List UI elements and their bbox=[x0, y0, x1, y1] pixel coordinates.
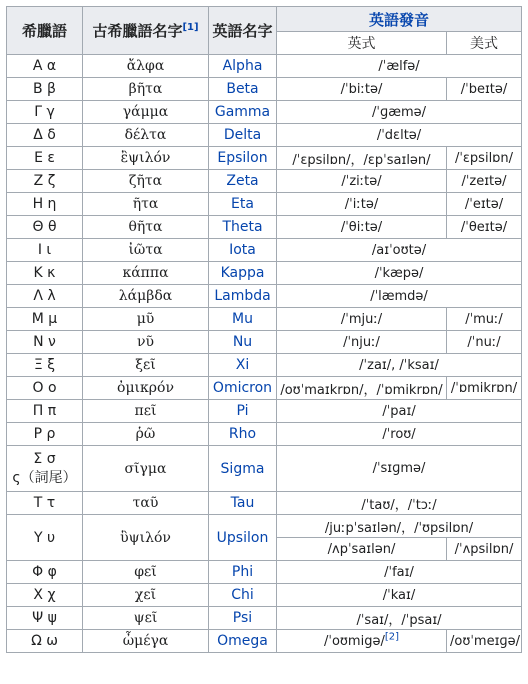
greek-letter: Λ λ bbox=[7, 285, 83, 308]
pronunciation: /ˈsaɪ/，/ˈpsaɪ/ bbox=[277, 607, 522, 630]
ancient-name: ξεῖ bbox=[83, 354, 209, 377]
english-name-link[interactable]: Kappa bbox=[220, 265, 265, 281]
pronunciation: /ˈdɛltə/ bbox=[277, 124, 522, 147]
pronunciation-american: /ˈeɪtə/ bbox=[447, 193, 522, 216]
pronunciation-british: /ˈmjuː/ bbox=[277, 308, 447, 331]
ancient-name: πεῖ bbox=[83, 400, 209, 423]
header-ancient-name bbox=[83, 7, 209, 55]
table-row bbox=[7, 400, 522, 423]
greek-letter bbox=[7, 446, 83, 492]
table-row bbox=[7, 147, 522, 170]
greek-letter: Υ υ bbox=[7, 515, 83, 561]
greek-letter: Ω ω bbox=[7, 630, 83, 653]
table-row bbox=[7, 492, 522, 515]
table-row bbox=[7, 170, 522, 193]
english-name-link[interactable]: Eta bbox=[231, 196, 254, 212]
greek-alphabet-table bbox=[6, 6, 522, 653]
table-row bbox=[7, 423, 522, 446]
ancient-name: γάμμα bbox=[83, 101, 209, 124]
greek-letter-main: Σ σ bbox=[33, 450, 56, 467]
english-name-link[interactable]: Beta bbox=[226, 81, 259, 97]
english-name-link[interactable]: Sigma bbox=[220, 460, 265, 477]
reference-2-link[interactable]: [2] bbox=[384, 631, 399, 643]
header-ancient-name-text: 古希臘語名字 bbox=[92, 22, 183, 40]
english-name-link[interactable]: Epsilon bbox=[217, 150, 268, 166]
english-name-link[interactable]: Mu bbox=[232, 311, 253, 327]
greek-letter: Π π bbox=[7, 400, 83, 423]
ancient-name: σῖγμα bbox=[83, 446, 209, 492]
table-row bbox=[7, 607, 522, 630]
english-name-link[interactable]: Rho bbox=[228, 426, 257, 442]
ancient-name: κάππα bbox=[83, 262, 209, 285]
table-row bbox=[7, 101, 522, 124]
greek-letter: Η η bbox=[7, 193, 83, 216]
greek-letter: Θ θ bbox=[7, 216, 83, 239]
ancient-name: λάμβδα bbox=[83, 285, 209, 308]
english-name-link[interactable]: Zeta bbox=[226, 173, 259, 189]
pronunciation-american: /ˈbeɪtə/ bbox=[447, 78, 522, 101]
table-row bbox=[7, 78, 522, 101]
greek-letter: Ι ι bbox=[7, 239, 83, 262]
pronunciation-american: /ˈθeɪtə/ bbox=[447, 216, 522, 239]
table-row bbox=[7, 262, 522, 285]
ancient-name: ψεῖ bbox=[83, 607, 209, 630]
header-greek-letter: 希臘語 bbox=[7, 7, 83, 55]
ancient-name: βῆτα bbox=[83, 78, 209, 101]
ancient-name: ὓψιλόν bbox=[83, 515, 209, 561]
table-row bbox=[7, 331, 522, 354]
header-american: 美式 bbox=[447, 32, 522, 55]
ancient-name: ὀμικρόν bbox=[83, 377, 209, 400]
header-pronunciation bbox=[277, 7, 522, 32]
english-pronunciation-link[interactable]: 英語發音 bbox=[369, 10, 430, 29]
ancient-name: ῥῶ bbox=[83, 423, 209, 446]
pronunciation-british: /ˈiːtə/ bbox=[277, 193, 447, 216]
ancient-name: ἒψιλόν bbox=[83, 147, 209, 170]
table-row bbox=[7, 584, 522, 607]
english-name-link[interactable]: Chi bbox=[231, 587, 254, 603]
english-name-link[interactable]: Iota bbox=[229, 242, 256, 258]
pronunciation: /ˈɡæmə/ bbox=[277, 101, 522, 124]
english-name-link[interactable]: Phi bbox=[231, 564, 254, 580]
pronunciation: /ˈsɪɡmə/ bbox=[277, 446, 522, 492]
pronunciation-american: /ˈɛpsilɒn/ bbox=[447, 147, 522, 170]
english-name-link[interactable]: Tau bbox=[230, 495, 255, 511]
table-row bbox=[7, 239, 522, 262]
greek-letter: Ξ ξ bbox=[7, 354, 83, 377]
pronunciation-american: /ˈʌpsilɒn/ bbox=[447, 538, 522, 561]
pronunciation: /ˈtaʊ/，/ˈtɔː/ bbox=[277, 492, 522, 515]
pronunciation-american: /ˈzeɪtə/ bbox=[447, 170, 522, 193]
table-row bbox=[7, 308, 522, 331]
ancient-name: ἰῶτα bbox=[83, 239, 209, 262]
ancient-name: δέλτα bbox=[83, 124, 209, 147]
table-row bbox=[7, 561, 522, 584]
english-name-link[interactable]: Xi bbox=[235, 357, 250, 373]
pronunciation: /aɪˈoʊtə/ bbox=[277, 239, 522, 262]
table-row bbox=[7, 515, 522, 538]
ancient-name: ζῆτα bbox=[83, 170, 209, 193]
english-name-link[interactable]: Theta bbox=[222, 219, 263, 235]
pronunciation-british: /ˈɛpsilɒn/，/ɛpˈsaɪlən/ bbox=[277, 147, 447, 170]
english-name-link[interactable]: Lambda bbox=[214, 288, 271, 304]
pronunciation-british: /ˈnjuː/ bbox=[277, 331, 447, 354]
header-british: 英式 bbox=[277, 32, 447, 55]
pronunciation: /ˈkaɪ/ bbox=[277, 584, 522, 607]
greek-letter: Ο ο bbox=[7, 377, 83, 400]
pronunciation-british: /oʊˈmaɪkrɒn/，/ˈɒmikrɒn/ bbox=[277, 377, 447, 400]
greek-letter: Κ κ bbox=[7, 262, 83, 285]
greek-letter: Τ τ bbox=[7, 492, 83, 515]
ancient-name: μῦ bbox=[83, 308, 209, 331]
pronunciation-common: /juːpˈsaɪlən/，/ˈʊpsilɒn/ bbox=[277, 515, 522, 538]
pronunciation: /ˈælfə/ bbox=[277, 55, 522, 78]
pronunciation-american: /ˈmuː/ bbox=[447, 308, 522, 331]
english-name-link[interactable]: Omicron bbox=[212, 380, 273, 396]
table-row bbox=[7, 446, 522, 492]
greek-letter: Ρ ρ bbox=[7, 423, 83, 446]
table-row bbox=[7, 285, 522, 308]
english-name-link[interactable]: Gamma bbox=[214, 104, 271, 120]
pronunciation-british: /ˈziːtə/ bbox=[277, 170, 447, 193]
ancient-name: ὦμέγα bbox=[83, 630, 209, 653]
pronunciation-british: /ʌpˈsaɪlən/ bbox=[277, 538, 447, 561]
ancient-name: ταῦ bbox=[83, 492, 209, 515]
english-name-link[interactable]: Alpha bbox=[222, 58, 263, 74]
ancient-name: ἄλφα bbox=[83, 55, 209, 78]
english-name-link[interactable]: Delta bbox=[223, 127, 262, 143]
english-name-link[interactable]: Omega bbox=[217, 633, 268, 649]
reference-1-link[interactable]: [1] bbox=[182, 22, 199, 33]
pronunciation-british bbox=[277, 630, 447, 653]
pronunciation: /ˈroʊ/ bbox=[277, 423, 522, 446]
greek-letter: Φ φ bbox=[7, 561, 83, 584]
pronunciation: /ˈlæmdə/ bbox=[277, 285, 522, 308]
pronunciation: /ˈzaɪ/, /ˈksaɪ/ bbox=[277, 354, 522, 377]
greek-letter: Ν ν bbox=[7, 331, 83, 354]
table-row bbox=[7, 124, 522, 147]
greek-letter: Χ χ bbox=[7, 584, 83, 607]
ancient-name: ῆτα bbox=[83, 193, 209, 216]
header-english-name: 英語名字 bbox=[209, 7, 277, 55]
greek-letter: Μ μ bbox=[7, 308, 83, 331]
pronunciation: /ˈfaɪ/ bbox=[277, 561, 522, 584]
pronunciation-american: /oʊˈmeɪɡə/ bbox=[447, 630, 522, 653]
greek-letter: Γ γ bbox=[7, 101, 83, 124]
english-name-link[interactable]: Nu bbox=[232, 334, 253, 350]
greek-letter: Β β bbox=[7, 78, 83, 101]
table-row bbox=[7, 630, 522, 653]
ancient-name: νῦ bbox=[83, 331, 209, 354]
table-row bbox=[7, 354, 522, 377]
ancient-name: χεῖ bbox=[83, 584, 209, 607]
table-row bbox=[7, 193, 522, 216]
pronunciation-british: /ˈbiːtə/ bbox=[277, 78, 447, 101]
greek-letter: Α α bbox=[7, 55, 83, 78]
english-name-link[interactable]: Psi bbox=[232, 610, 253, 626]
ancient-name: θῆτα bbox=[83, 216, 209, 239]
pronunciation-british: /ˈθiːtə/ bbox=[277, 216, 447, 239]
greek-letter: Ψ ψ bbox=[7, 607, 83, 630]
table-row bbox=[7, 216, 522, 239]
pronunciation-american: /ˈɒmikrɒn/ bbox=[447, 377, 522, 400]
english-name-link[interactable]: Upsilon bbox=[216, 529, 269, 546]
english-name-link[interactable]: Pi bbox=[236, 403, 249, 419]
table-row bbox=[7, 377, 522, 400]
table-row bbox=[7, 55, 522, 78]
ancient-name: φεῖ bbox=[83, 561, 209, 584]
greek-letter: Δ δ bbox=[7, 124, 83, 147]
greek-letter-final: ς（詞尾） bbox=[12, 469, 77, 486]
pronunciation-british-text: /ˈoʊmigə/ bbox=[323, 633, 385, 649]
greek-letter: Ε ε bbox=[7, 147, 83, 170]
pronunciation: /ˈpaɪ/ bbox=[277, 400, 522, 423]
pronunciation-american: /ˈnuː/ bbox=[447, 331, 522, 354]
greek-letter: Ζ ζ bbox=[7, 170, 83, 193]
pronunciation: /ˈkæpə/ bbox=[277, 262, 522, 285]
